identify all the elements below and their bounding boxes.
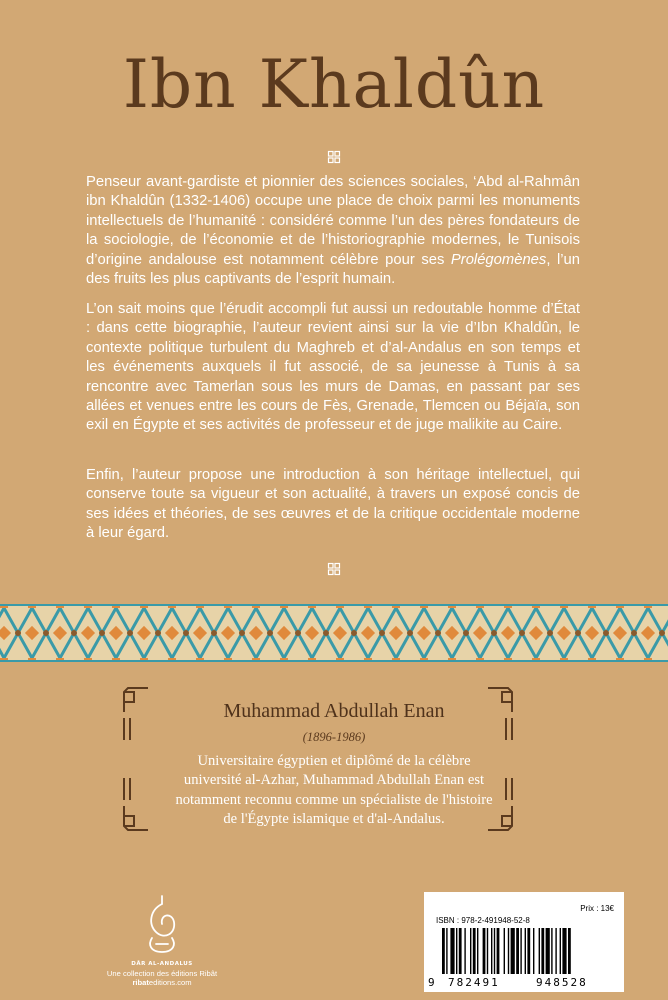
calligraphy-logo-icon	[142, 894, 182, 956]
publisher-website: ribateditions.com	[132, 978, 192, 987]
decorative-tile-band	[0, 604, 668, 662]
isbn-label: ISBN : 978-2-491948-52-8	[436, 916, 530, 925]
description-paragraph-1: Penseur avant-gardiste et pionnier des sciences sociales, ‘Abd al-Rahmân ibn Khaldûn (1332-1406) occupe une place de choix parmi les monuments intellectuels de l’humanité : considéré comme l’un des pères fondateurs de la sociologie, de l’économie et de l’historiographie modernes, le Tunisois d’origine andalouse est notamment célèbre pour ses Prolégomènes, l’un des fruits les plus captivants de l’esprit humain.	[86, 174, 580, 288]
barcode-box: Prix : 13€ ISBN : 978-2-491948-52-8 9 782491 948528	[424, 892, 624, 992]
ornament-bottom	[0, 562, 668, 581]
quatrefoil-icon	[327, 150, 341, 164]
publisher-logo	[100, 894, 224, 987]
author-dates: (1896-1986)	[302, 730, 366, 744]
price-label: Prix : 13€	[580, 904, 614, 913]
book-title: Ibn Khaldûn	[122, 46, 546, 123]
collection-line: Une collection des éditions Ribât	[106, 969, 218, 978]
author-bio: Universitaire égyptien et diplômé de la célèbre université al-Azhar, Muhammad Abdullah Enan est notamment reconnu comme un spécialiste de l'histoire de l'Égypte islamique et d'al-Andalus.	[175, 753, 493, 827]
logo-caption: DĀR AL-ANDALUS	[131, 961, 193, 967]
description-paragraph-3: Enfin, l’auteur propose une introduction à son héritage intellectuel, qui conserve toute sa vigueur et son actualité, à travers un exposé concis de ses idées et théories, de ses œuvres et de la critique occidentale moderne à leur égard.	[86, 467, 580, 542]
quatrefoil-icon	[327, 562, 341, 576]
description-paragraph-2: L’on sait moins que l’érudit accompli fut aussi un redoutable homme d’État : dans cette biographie, l’auteur revient ainsi sur la vie d’Ibn Khaldûn, le contexte politique turbulent du Maghreb et d’al-Andalus en son temps et les événements auxquels il fut associé, de sa jeunesse à Tunis à sa rencontre avec Tamerlan sous les murs de Damas, en passant par ses allées et venues entre les cours de Fès, Grenade, Tlemcen ou Béjaïa, son exil en Égypte et ses activités de professeur et de juge malikite au Caire.	[86, 301, 580, 434]
geometric-pattern-icon	[0, 604, 668, 662]
author-name: Muhammad Abdullah Enan	[223, 700, 445, 722]
barcode-icon	[436, 928, 612, 978]
ornament-top	[0, 150, 668, 169]
